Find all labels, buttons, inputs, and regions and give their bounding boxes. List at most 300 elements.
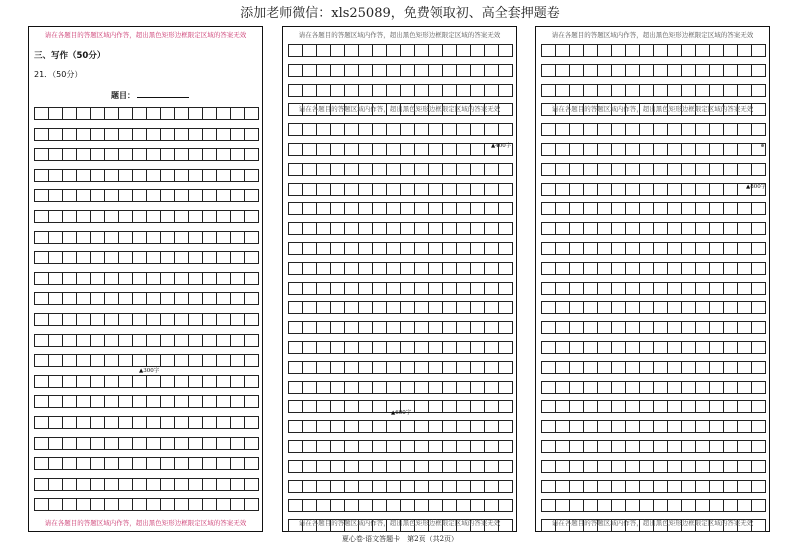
grid-cell[interactable] <box>359 401 373 412</box>
grid-cell[interactable] <box>161 211 175 222</box>
grid-cell[interactable] <box>331 223 345 234</box>
grid-cell[interactable] <box>289 65 303 76</box>
grid-cell[interactable] <box>289 322 303 333</box>
grid-cell[interactable] <box>359 85 373 96</box>
grid-cell[interactable] <box>710 45 724 56</box>
grid-cell[interactable] <box>724 302 738 313</box>
grid-cell[interactable] <box>584 342 598 353</box>
grid-cell[interactable] <box>359 184 373 195</box>
grid-cell[interactable] <box>387 184 401 195</box>
grid-cell[interactable] <box>175 499 189 510</box>
grid-cell[interactable] <box>303 184 317 195</box>
grid-cell[interactable] <box>345 441 359 452</box>
grid-cell[interactable] <box>373 401 387 412</box>
grid-cell[interactable] <box>429 144 443 155</box>
grid-cell[interactable] <box>35 479 49 490</box>
grid-cell[interactable] <box>626 461 640 472</box>
grid-cell[interactable] <box>63 170 77 181</box>
grid-cell[interactable] <box>175 438 189 449</box>
grid-cell[interactable] <box>724 85 738 96</box>
grid-cell[interactable] <box>443 243 457 254</box>
grid-cell[interactable] <box>485 223 499 234</box>
grid-cell[interactable] <box>189 129 203 140</box>
grid-cell[interactable] <box>724 421 738 432</box>
grid-cell[interactable] <box>331 45 345 56</box>
grid-cell[interactable] <box>668 421 682 432</box>
grid-cell[interactable] <box>626 302 640 313</box>
grid-cell[interactable] <box>359 263 373 274</box>
grid-cell[interactable] <box>724 45 738 56</box>
grid-cell[interactable] <box>654 283 668 294</box>
grid-cell[interactable] <box>598 223 612 234</box>
grid-cell[interactable] <box>105 355 119 366</box>
grid-cell[interactable] <box>626 164 640 175</box>
grid-cell[interactable] <box>654 322 668 333</box>
grid-cell[interactable] <box>443 302 457 313</box>
grid-cell[interactable] <box>175 252 189 263</box>
grid-cell[interactable] <box>542 203 556 214</box>
grid-cell[interactable] <box>63 149 77 160</box>
grid-cell[interactable] <box>303 283 317 294</box>
grid-cell[interactable] <box>133 273 147 284</box>
grid-cell[interactable] <box>49 108 63 119</box>
grid-cell[interactable] <box>752 243 766 254</box>
grid-cell[interactable] <box>710 85 724 96</box>
grid-cell[interactable] <box>415 302 429 313</box>
grid-cell[interactable] <box>203 417 217 428</box>
grid-cell[interactable] <box>485 124 499 135</box>
grid-cell[interactable] <box>387 441 401 452</box>
grid-cell[interactable] <box>133 149 147 160</box>
grid-cell[interactable] <box>752 263 766 274</box>
grid-cell[interactable] <box>752 342 766 353</box>
grid-cell[interactable] <box>457 263 471 274</box>
grid-cell[interactable] <box>724 441 738 452</box>
grid-cell[interactable] <box>668 85 682 96</box>
grid-cell[interactable] <box>147 479 161 490</box>
grid-cell[interactable] <box>217 170 231 181</box>
grid-cell[interactable] <box>63 396 77 407</box>
grid-cell[interactable] <box>471 184 485 195</box>
grid-cell[interactable] <box>133 232 147 243</box>
grid-cell[interactable] <box>105 232 119 243</box>
grid-cell[interactable] <box>556 263 570 274</box>
grid-cell[interactable] <box>289 362 303 373</box>
grid-cell[interactable] <box>49 211 63 222</box>
grid-cell[interactable] <box>189 293 203 304</box>
grid-cell[interactable] <box>682 203 696 214</box>
grid-cell[interactable] <box>91 376 105 387</box>
grid-cell[interactable] <box>598 85 612 96</box>
grid-cell[interactable] <box>245 232 259 243</box>
grid-cell[interactable] <box>542 302 556 313</box>
grid-cell[interactable] <box>359 362 373 373</box>
grid-cell[interactable] <box>49 293 63 304</box>
grid-cell[interactable] <box>49 170 63 181</box>
grid-cell[interactable] <box>443 283 457 294</box>
grid-cell[interactable] <box>499 342 513 353</box>
grid-cell[interactable] <box>303 144 317 155</box>
grid-cell[interactable] <box>289 382 303 393</box>
grid-cell[interactable] <box>612 283 626 294</box>
grid-cell[interactable] <box>133 293 147 304</box>
grid-cell[interactable] <box>485 382 499 393</box>
grid-cell[interactable] <box>556 382 570 393</box>
grid-cell[interactable] <box>317 342 331 353</box>
grid-cell[interactable] <box>303 164 317 175</box>
grid-cell[interactable] <box>499 65 513 76</box>
grid-cell[interactable] <box>429 302 443 313</box>
grid-cell[interactable] <box>231 499 245 510</box>
grid-cell[interactable] <box>429 342 443 353</box>
grid-cell[interactable] <box>331 302 345 313</box>
grid-cell[interactable] <box>542 441 556 452</box>
grid-cell[interactable] <box>738 203 752 214</box>
grid-cell[interactable] <box>598 302 612 313</box>
grid-cell[interactable] <box>133 170 147 181</box>
grid-cell[interactable] <box>499 382 513 393</box>
grid-cell[interactable] <box>119 396 133 407</box>
grid-cell[interactable] <box>471 421 485 432</box>
grid-cell[interactable] <box>217 232 231 243</box>
grid-cell[interactable] <box>570 302 584 313</box>
grid-cell[interactable] <box>345 283 359 294</box>
grid-cell[interactable] <box>401 382 415 393</box>
grid-cell[interactable] <box>133 190 147 201</box>
grid-cell[interactable] <box>373 124 387 135</box>
grid-cell[interactable] <box>668 164 682 175</box>
grid-cell[interactable] <box>119 293 133 304</box>
grid-cell[interactable] <box>457 164 471 175</box>
grid-cell[interactable] <box>612 302 626 313</box>
grid-cell[interactable] <box>696 283 710 294</box>
grid-cell[interactable] <box>598 362 612 373</box>
grid-cell[interactable] <box>35 232 49 243</box>
grid-cell[interactable] <box>443 45 457 56</box>
grid-cell[interactable] <box>542 85 556 96</box>
grid-cell[interactable] <box>668 401 682 412</box>
grid-cell[interactable] <box>570 342 584 353</box>
grid-cell[interactable] <box>147 499 161 510</box>
grid-cell[interactable] <box>499 203 513 214</box>
grid-cell[interactable] <box>598 481 612 492</box>
grid-cell[interactable] <box>331 481 345 492</box>
grid-cell[interactable] <box>133 129 147 140</box>
grid-cell[interactable] <box>147 458 161 469</box>
grid-cell[interactable] <box>471 401 485 412</box>
grid-cell[interactable] <box>373 421 387 432</box>
grid-cell[interactable] <box>331 124 345 135</box>
grid-cell[interactable] <box>556 441 570 452</box>
grid-cell[interactable] <box>91 335 105 346</box>
grid-cell[interactable] <box>429 263 443 274</box>
grid-cell[interactable] <box>105 129 119 140</box>
grid-cell[interactable] <box>542 401 556 412</box>
grid-cell[interactable] <box>317 124 331 135</box>
grid-cell[interactable] <box>584 461 598 472</box>
grid-cell[interactable] <box>542 164 556 175</box>
grid-cell[interactable] <box>471 263 485 274</box>
grid-cell[interactable] <box>738 223 752 234</box>
grid-cell[interactable] <box>63 376 77 387</box>
grid-cell[interactable] <box>668 243 682 254</box>
grid-cell[interactable] <box>429 65 443 76</box>
grid-cell[interactable] <box>542 243 556 254</box>
grid-cell[interactable] <box>331 184 345 195</box>
grid-cell[interactable] <box>598 283 612 294</box>
grid-cell[interactable] <box>317 144 331 155</box>
grid-cell[interactable] <box>696 362 710 373</box>
grid-cell[interactable] <box>626 481 640 492</box>
grid-cell[interactable] <box>217 314 231 325</box>
grid-cell[interactable] <box>77 149 91 160</box>
grid-cell[interactable] <box>570 184 584 195</box>
grid-cell[interactable] <box>752 283 766 294</box>
grid-cell[interactable] <box>710 401 724 412</box>
grid-cell[interactable] <box>63 293 77 304</box>
grid-cell[interactable] <box>443 263 457 274</box>
grid-cell[interactable] <box>387 382 401 393</box>
grid-cell[interactable] <box>49 149 63 160</box>
grid-cell[interactable] <box>485 461 499 472</box>
grid-cell[interactable] <box>485 164 499 175</box>
grid-cell[interactable] <box>471 283 485 294</box>
grid-cell[interactable] <box>640 223 654 234</box>
grid-cell[interactable] <box>738 45 752 56</box>
grid-cell[interactable] <box>626 243 640 254</box>
grid-cell[interactable] <box>429 243 443 254</box>
grid-cell[interactable] <box>401 243 415 254</box>
grid-cell[interactable] <box>471 302 485 313</box>
grid-cell[interactable] <box>303 441 317 452</box>
grid-cell[interactable] <box>443 481 457 492</box>
grid-cell[interactable] <box>429 223 443 234</box>
grid-cell[interactable] <box>710 302 724 313</box>
grid-cell[interactable] <box>401 263 415 274</box>
grid-cell[interactable] <box>217 252 231 263</box>
grid-cell[interactable] <box>499 164 513 175</box>
grid-cell[interactable] <box>401 85 415 96</box>
grid-cell[interactable] <box>119 314 133 325</box>
grid-cell[interactable] <box>203 479 217 490</box>
grid-cell[interactable] <box>105 479 119 490</box>
grid-cell[interactable] <box>359 65 373 76</box>
grid-cell[interactable] <box>289 401 303 412</box>
grid-cell[interactable] <box>231 314 245 325</box>
grid-cell[interactable] <box>724 65 738 76</box>
grid-cell[interactable] <box>668 481 682 492</box>
grid-cell[interactable] <box>373 203 387 214</box>
grid-cell[interactable] <box>317 283 331 294</box>
grid-cell[interactable] <box>63 252 77 263</box>
grid-cell[interactable] <box>724 283 738 294</box>
grid-cell[interactable] <box>289 243 303 254</box>
grid-cell[interactable] <box>217 458 231 469</box>
grid-cell[interactable] <box>331 243 345 254</box>
grid-cell[interactable] <box>49 232 63 243</box>
grid-cell[interactable] <box>303 263 317 274</box>
grid-cell[interactable] <box>429 124 443 135</box>
grid-cell[interactable] <box>203 355 217 366</box>
grid-cell[interactable] <box>105 252 119 263</box>
grid-cell[interactable] <box>331 362 345 373</box>
grid-cell[interactable] <box>724 382 738 393</box>
grid-cell[interactable] <box>738 85 752 96</box>
grid-cell[interactable] <box>203 149 217 160</box>
grid-cell[interactable] <box>584 184 598 195</box>
grid-cell[interactable] <box>245 458 259 469</box>
grid-cell[interactable] <box>387 203 401 214</box>
grid-cell[interactable] <box>682 342 696 353</box>
grid-cell[interactable] <box>710 362 724 373</box>
grid-cell[interactable] <box>654 223 668 234</box>
grid-cell[interactable] <box>668 500 682 511</box>
grid-cell[interactable] <box>77 129 91 140</box>
grid-cell[interactable] <box>457 203 471 214</box>
grid-cell[interactable] <box>203 376 217 387</box>
grid-cell[interactable] <box>682 461 696 472</box>
grid-cell[interactable] <box>317 45 331 56</box>
grid-cell[interactable] <box>387 481 401 492</box>
grid-cell[interactable] <box>612 65 626 76</box>
grid-cell[interactable] <box>175 149 189 160</box>
grid-cell[interactable] <box>556 500 570 511</box>
grid-cell[interactable] <box>289 302 303 313</box>
grid-cell[interactable] <box>331 322 345 333</box>
grid-cell[interactable] <box>317 481 331 492</box>
grid-cell[interactable] <box>203 314 217 325</box>
grid-cell[interactable] <box>401 184 415 195</box>
grid-cell[interactable] <box>457 322 471 333</box>
grid-cell[interactable] <box>35 314 49 325</box>
grid-cell[interactable] <box>63 438 77 449</box>
grid-cell[interactable] <box>231 129 245 140</box>
grid-cell[interactable] <box>738 124 752 135</box>
grid-cell[interactable] <box>640 362 654 373</box>
grid-cell[interactable] <box>443 362 457 373</box>
grid-cell[interactable] <box>401 164 415 175</box>
grid-cell[interactable] <box>584 283 598 294</box>
grid-cell[interactable] <box>303 45 317 56</box>
grid-cell[interactable] <box>345 500 359 511</box>
grid-cell[interactable] <box>245 335 259 346</box>
grid-cell[interactable] <box>682 164 696 175</box>
grid-cell[interactable] <box>147 355 161 366</box>
grid-cell[interactable] <box>724 500 738 511</box>
grid-cell[interactable] <box>331 203 345 214</box>
grid-cell[interactable] <box>443 342 457 353</box>
grid-cell[interactable] <box>556 362 570 373</box>
grid-cell[interactable] <box>91 170 105 181</box>
grid-cell[interactable] <box>119 335 133 346</box>
grid-cell[interactable] <box>724 401 738 412</box>
grid-cell[interactable] <box>77 293 91 304</box>
grid-cell[interactable] <box>175 293 189 304</box>
grid-cell[interactable] <box>724 184 738 195</box>
grid-cell[interactable] <box>49 355 63 366</box>
grid-cell[interactable] <box>303 401 317 412</box>
grid-cell[interactable] <box>542 65 556 76</box>
grid-cell[interactable] <box>696 500 710 511</box>
grid-cell[interactable] <box>119 190 133 201</box>
grid-cell[interactable] <box>738 283 752 294</box>
grid-cell[interactable] <box>654 184 668 195</box>
grid-cell[interactable] <box>289 164 303 175</box>
grid-cell[interactable] <box>626 124 640 135</box>
grid-cell[interactable] <box>640 85 654 96</box>
grid-cell[interactable] <box>147 108 161 119</box>
grid-cell[interactable] <box>317 85 331 96</box>
grid-cell[interactable] <box>119 170 133 181</box>
grid-cell[interactable] <box>542 481 556 492</box>
grid-cell[interactable] <box>584 124 598 135</box>
grid-cell[interactable] <box>373 263 387 274</box>
grid-cell[interactable] <box>457 144 471 155</box>
grid-cell[interactable] <box>303 65 317 76</box>
grid-cell[interactable] <box>640 243 654 254</box>
grid-cell[interactable] <box>245 252 259 263</box>
grid-cell[interactable] <box>373 184 387 195</box>
grid-cell[interactable] <box>724 263 738 274</box>
grid-cell[interactable] <box>387 164 401 175</box>
grid-cell[interactable] <box>640 441 654 452</box>
grid-cell[interactable] <box>189 396 203 407</box>
grid-cell[interactable] <box>457 283 471 294</box>
grid-cell[interactable] <box>359 322 373 333</box>
grid-cell[interactable] <box>203 129 217 140</box>
grid-cell[interactable] <box>542 362 556 373</box>
grid-cell[interactable] <box>175 232 189 243</box>
grid-cell[interactable] <box>696 302 710 313</box>
grid-cell[interactable] <box>119 355 133 366</box>
grid-cell[interactable] <box>654 203 668 214</box>
grid-cell[interactable] <box>612 382 626 393</box>
grid-cell[interactable] <box>415 184 429 195</box>
grid-cell[interactable] <box>612 421 626 432</box>
grid-cell[interactable] <box>556 302 570 313</box>
grid-cell[interactable] <box>217 438 231 449</box>
grid-cell[interactable] <box>415 461 429 472</box>
grid-cell[interactable] <box>584 144 598 155</box>
grid-cell[interactable] <box>401 461 415 472</box>
grid-cell[interactable] <box>203 252 217 263</box>
grid-cell[interactable] <box>598 203 612 214</box>
grid-cell[interactable] <box>77 273 91 284</box>
grid-cell[interactable] <box>35 108 49 119</box>
grid-cell[interactable] <box>91 108 105 119</box>
grid-cell[interactable] <box>331 263 345 274</box>
grid-cell[interactable] <box>217 108 231 119</box>
grid-cell[interactable] <box>217 479 231 490</box>
grid-cell[interactable] <box>387 243 401 254</box>
grid-cell[interactable] <box>345 421 359 432</box>
grid-cell[interactable] <box>682 45 696 56</box>
grid-cell[interactable] <box>161 314 175 325</box>
grid-cell[interactable] <box>387 283 401 294</box>
grid-cell[interactable] <box>471 203 485 214</box>
grid-cell[interactable] <box>556 322 570 333</box>
grid-cell[interactable] <box>217 129 231 140</box>
grid-cell[interactable] <box>457 184 471 195</box>
grid-cell[interactable] <box>626 382 640 393</box>
grid-cell[interactable] <box>654 382 668 393</box>
grid-cell[interactable] <box>626 223 640 234</box>
grid-cell[interactable] <box>654 421 668 432</box>
grid-cell[interactable] <box>203 458 217 469</box>
grid-cell[interactable] <box>570 263 584 274</box>
grid-cell[interactable] <box>147 438 161 449</box>
grid-cell[interactable] <box>317 382 331 393</box>
